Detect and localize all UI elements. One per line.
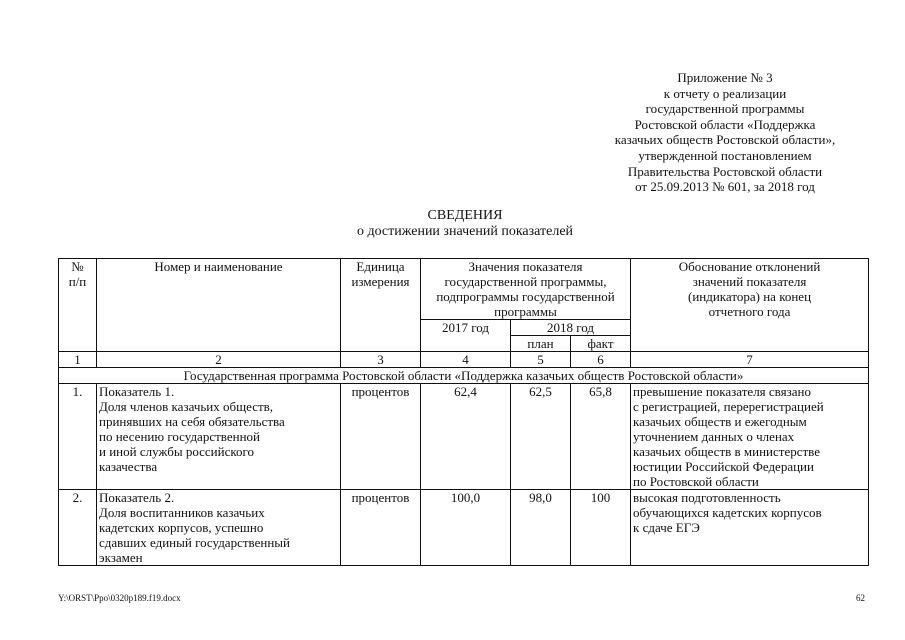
appendix-line: Правительства Ростовской области <box>627 163 823 179</box>
header-name-text: Номер и наименование <box>154 259 283 274</box>
row-justification-line: казачьих обществ и ежегодным <box>633 414 807 429</box>
row-justification-line: уточнением данных о членах <box>633 429 795 444</box>
row-justification-line: казачьих обществ в министерстве <box>633 444 821 459</box>
header-values-line: Значения показателя <box>468 259 583 274</box>
row-name-line: принявших на себя обязательства <box>99 414 285 429</box>
header-row <box>59 259 869 320</box>
row-name-line: и иной службы российского <box>99 444 255 459</box>
header-justification-line: отчетного года <box>708 304 791 319</box>
row-value-fact: 100 <box>571 490 631 566</box>
appendix-line: утвержденной постановлением <box>638 147 812 163</box>
header-justification-line: значений показателя <box>692 274 807 289</box>
header-unit <box>341 259 421 352</box>
row-name <box>97 490 341 566</box>
header-unit-line: Единица <box>356 259 405 274</box>
row-name-line: Доля воспитанников казачьих <box>99 505 265 520</box>
col-number: 4 <box>421 352 511 368</box>
appendix-line: государственной программы <box>645 101 805 117</box>
row-number: 2. <box>59 490 97 566</box>
header-year-2018: 2018 год <box>511 320 631 336</box>
row-justification-line: обучающихся кадетских корпусов <box>633 505 822 520</box>
row-value-2017: 62,4 <box>421 384 511 490</box>
header-values-line: подпрограммы государственной <box>436 289 615 304</box>
row-justification-line: с регистрацией, перерегистрацией <box>633 399 824 414</box>
title-heading: СВЕДЕНИЯ <box>427 208 503 223</box>
appendix-line: к отчету о реализации <box>663 85 787 101</box>
header-fact: факт <box>571 336 631 352</box>
appendix-line: казачьих обществ Ростовской области», <box>614 132 836 148</box>
header-num-line: № <box>71 259 84 274</box>
col-number: 6 <box>571 352 631 368</box>
col-number: 3 <box>341 352 421 368</box>
row-name-line: экзамен <box>99 550 143 565</box>
appendix-line: Приложение № 3 <box>677 70 773 85</box>
row-number: 1. <box>59 384 97 490</box>
program-title: Государственная программа Ростовской области «Поддержка казачьих обществ Ростовской области» <box>59 368 869 384</box>
header-num <box>59 259 97 352</box>
row-justification-line: юстиции Российской Федерации <box>633 459 814 474</box>
header-justification-line: Обоснование отклонений <box>678 259 821 274</box>
row-name-line: сдавших единый государственный <box>99 535 290 550</box>
row-value-2017: 100,0 <box>421 490 511 566</box>
table-row <box>59 384 869 490</box>
footer-file-path: Y:\ORST\Ppo\0320p189.f19.docx <box>58 593 181 603</box>
header-num-line: п/п <box>68 274 87 289</box>
header-justification-line: (индикатора) на конец <box>687 289 812 304</box>
header-values-line: программы <box>494 304 557 319</box>
col-number: 5 <box>511 352 571 368</box>
title-subheading: о достижении значений показателей <box>356 224 574 239</box>
row-justification-line: к сдаче ЕГЭ <box>633 520 700 535</box>
row-name-line: Показатель 2. <box>99 490 175 505</box>
row-name-line: кадетских корпусов, успешно <box>99 520 264 535</box>
row-unit: процентов <box>341 490 421 566</box>
row-name-line: Доля членов казачьих обществ, <box>99 399 274 414</box>
footer-page-number: 62 <box>856 593 865 603</box>
row-name-line: казачества <box>99 459 158 474</box>
col-number: 1 <box>59 352 97 368</box>
row-justification-line: превышение показателя связано <box>633 384 811 399</box>
header-justification <box>631 259 869 352</box>
row-name-line: по несению государственной <box>99 429 260 444</box>
row-unit: процентов <box>341 384 421 490</box>
appendix-line: от 25.09.2013 № 601, за 2018 год <box>635 179 815 195</box>
row-justification <box>631 490 869 566</box>
program-title-row <box>59 368 869 384</box>
row-value-plan: 98,0 <box>511 490 571 566</box>
row-name-line: Показатель 1. <box>99 384 175 399</box>
column-number-row <box>59 352 869 368</box>
appendix-header <box>580 70 870 195</box>
header-name <box>97 259 341 352</box>
header-values <box>421 259 631 320</box>
indicators-table <box>58 258 869 566</box>
row-value-plan: 62,5 <box>511 384 571 490</box>
col-number: 2 <box>97 352 341 368</box>
row-justification <box>631 384 869 490</box>
row-justification-line: по Ростовской области <box>633 474 759 489</box>
appendix-line: Ростовской области «Поддержка <box>634 116 816 132</box>
col-number: 7 <box>631 352 869 368</box>
table-row <box>59 490 869 566</box>
header-unit-line: измерения <box>351 274 410 289</box>
row-name <box>97 384 341 490</box>
row-value-fact: 65,8 <box>571 384 631 490</box>
row-justification-line: высокая подготовленность <box>633 490 781 505</box>
header-year-2017: 2017 год <box>421 320 511 352</box>
header-plan: план <box>511 336 571 352</box>
document-title <box>300 208 630 240</box>
header-values-line: государственной программы, <box>444 274 607 289</box>
